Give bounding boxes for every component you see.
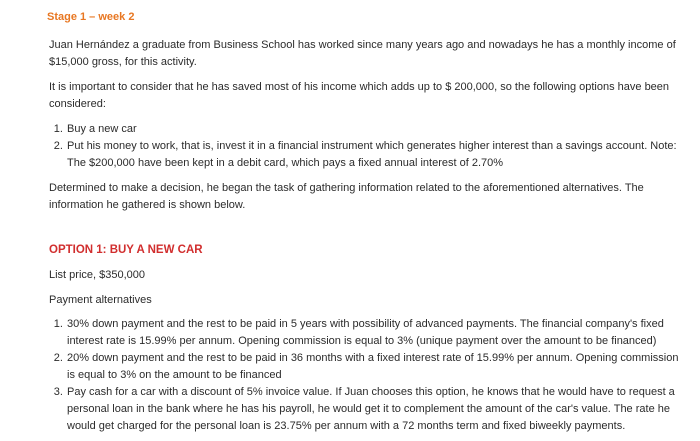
list-item: 2. Put his money to work, that is, invest it in a financial instrument which generates higher interest than a savings account. Note: The $200,000 have been kept in a debit card, which pays a fixed annual interest of 2.70% [66,138,682,172]
payment-heading: Payment alternatives [49,294,152,306]
decision-paragraph: Determined to make a decision, he began the task of gathering information related to the aforementioned alternatives. The information he gathered is shown below. [49,182,644,211]
list-item: 3. Pay cash for a car with a discount of 5% invoice value. If Juan chooses this option, he knows that he would have to request a personal loan in the bank where he has his payroll, he would get it to complement the amount of the car's value. The rate he would get charged for the personal loan is 23.75% per annum with a 72 months term and fixed biweekly payments. [66,384,682,435]
list-item: 1. Buy a new car [66,121,682,138]
list-price: List price, $350,000 [49,269,146,281]
options-list [49,121,682,172]
payment-alternatives-list [49,316,682,435]
list-item: 1. 30% down payment and the rest to be paid in 5 years with possibility of advanced payments. The financial company's fixed interest rate is 15.99% per annum. Opening commission is equal to 3% (unique payment over the amount to be financed) [66,316,682,350]
savings-paragraph: It is important to consider that he has saved most of his income which adds up to $ 200,000, so the following options have been considered: [49,81,670,110]
list-item: 2. 20% down payment and the rest to be paid in 36 months with a fixed interest rate of 15.99% per annum. Opening commission is equal to 3% on the amount to be financed [66,350,682,384]
stage-title: Stage 1 – week 2 [47,11,135,23]
intro-paragraph: Juan Hernández a graduate from Business School has worked since many years ago and nowadays he has a monthly income of $15,000 gross, for this activity. [49,39,676,68]
option1-title: OPTION 1: BUY A NEW CAR [49,244,203,256]
